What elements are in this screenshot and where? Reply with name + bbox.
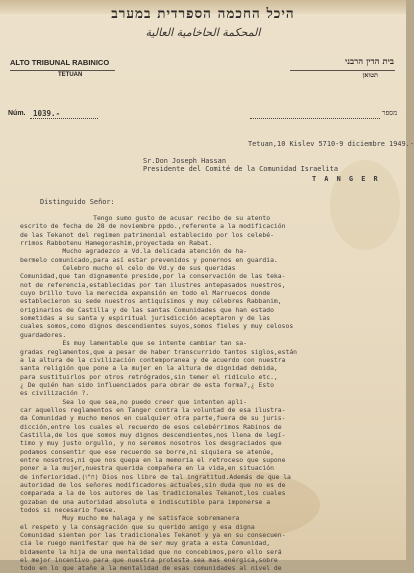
recipient-name: Sr.Don Joseph Hassan — [143, 157, 226, 165]
body-line: rrimos Rabbotenu Hamegorashim,proyectada en Rabat. — [20, 239, 213, 248]
body-line: podamos consentir que ese recuerdo se borre,ni siquiera se atenúe, — [20, 447, 274, 456]
body-line: de las Tekanot del regimen patrimonial establecido por los celebé- — [20, 230, 274, 239]
body-line: da Comunidad y mucho menos en cualquier otra parte,fuera de su juris- — [20, 414, 286, 423]
body-line: Celebro mucho el celo de Vd.y de sus queridas — [20, 264, 236, 273]
letterhead-arabic-title: المحكمة الحاخامية العالية — [145, 26, 261, 39]
letterhead-city-hebrew: תטואן — [362, 71, 378, 79]
body-line: es civilización ?. — [20, 389, 90, 398]
body-line: poner a la mujer,nuestra querida compañera en la vida,en situación — [20, 464, 274, 473]
letterhead-city: TETUAN — [58, 72, 83, 78]
body-line: a la altura de la civilización contemporanea y de acuerdo con nuestra — [20, 355, 286, 364]
mispar-dotted-line — [250, 118, 380, 119]
body-line: timo y muy justo orgullo, y no seremos nosotros los desgraciados que — [20, 439, 282, 448]
salutation: Distinguido Señor: — [40, 198, 115, 206]
body-line: car aquellos reglamentos en Tanger contra la voluntad de esa ilustra- — [20, 405, 286, 414]
body-line: ¿ De quién han sido influenciados para obrar de esta forma?,¿ Esto — [20, 380, 274, 389]
body-line: Castilla,de los que somos muy dignos descendientes,nos llena de legí- — [20, 430, 286, 439]
letterhead-court-hebrew: בית הדין הרבני — [345, 57, 394, 67]
number-dotted-line — [30, 118, 98, 119]
body-line: de inferioridad.(ח"ו) Dios nos libre de tal ingratitud.Además de que la — [20, 472, 291, 481]
body-line: el mejor incentivo para que nuestra protesta sea mas enérgica,sobre — [20, 556, 278, 565]
recipient-city: T A N G E R — [312, 175, 380, 183]
body-line: bermelo comunicado,para así estar prevenidos y ponernos en guardia. — [20, 255, 278, 264]
body-line: santa religión que pone a la mujer en la altura de dignidad debida, — [20, 364, 278, 373]
body-line: cuales somos,como dignos descendientes suyos,somos fieles y muy celosos — [20, 322, 294, 331]
body-line: cia le ruego manifestar que ha de ser muy grata a esta Comunidad, — [20, 539, 271, 548]
body-line: Mucho agradezco a Vd.la delicada atención de ha- — [20, 247, 248, 256]
letterhead-rule-left — [10, 70, 115, 71]
recipient-title: Presidente del Comité de la Comunidad Israelita — [143, 165, 338, 173]
body-line: not de referencia,establecidas por tan ilustres antepasados nuestros, — [20, 280, 286, 289]
body-line: cuyo brillo tuvo la merecida expansión en todo el Marruecos donde — [20, 289, 271, 298]
body-line: Comunidad sienten por las tradicionales Tekanot y ya en su consecuen- — [20, 531, 286, 540]
body-line: Tengo sumo gusto de acusar recibo de su atento — [20, 214, 271, 222]
body-line: sometidas a su santa y espiritual jurisdicción aceptaron y de las — [20, 314, 271, 323]
body-line: Sea lo que sea,no puedo creer que intenten apli- — [20, 397, 248, 406]
reference-number: 1039.- — [33, 109, 61, 118]
letterhead-tribunal: ALTO TRIBUNAL RABINICO — [10, 58, 110, 67]
letter-date: Tetuan,10 Kislev 5710-9 diciembre 1949.- — [248, 140, 414, 148]
body-line: gozaban de una autoridad absoluta e indiscutible para imponerse a — [20, 497, 271, 506]
body-line: dicción,entre los cuales el recuerdo de esos celebérrimos Rabinos de — [20, 422, 282, 431]
body-line: el respeto y la consagración que su querido amigo y esa digna — [20, 522, 255, 531]
body-line: escrito de fecha de 28 de noviembre ppdo.,referente a la modificación — [20, 222, 286, 231]
body-line: entre nosotros,ni que nos quepa en la memoria el retroceso que supone — [20, 455, 286, 464]
body-line: todo en lo que atañe a la mentalidad de esas comunidades al nivel de — [20, 564, 282, 573]
body-line: Comunidad,que tan dignamente preside,por la conservación de las teka- — [20, 272, 286, 281]
body-line: todos si necesario fuese. — [20, 506, 117, 515]
body-line: guardadores. — [20, 330, 67, 339]
number-label: Núm. — [8, 110, 26, 117]
body-line: autoridad de los señores modificadores actuales,sin duda que no es de — [20, 481, 286, 489]
letterhead-rule-right — [290, 70, 395, 71]
body-line: gradas reglamentos,que a pesar de haber transcurrido tantos siglos,están — [20, 347, 298, 356]
mispar-label: מספר — [382, 109, 398, 117]
body-line: comparada a la de los autores de las tradicionales Tekanot,los cuales — [20, 489, 286, 498]
body-line: originarios de Castilla y de las santas Comunidades que han estado — [20, 305, 274, 314]
body-line: bidamente la hija de una mentalidad que no concebimos,pero ello será — [20, 547, 282, 556]
body-line: Es muy lamentable que se intente cambiar tan sa- — [20, 339, 248, 348]
body-line: Muy mucho me halaga y me satisface sobremanera — [20, 514, 240, 523]
body-line: para sustituirlos por otros retrógrados,sin temer el ridículo etc., — [20, 372, 278, 381]
body-line: establecieron su sede nuestros antiquísimos y muy célebres Rabbanim, — [20, 297, 282, 306]
letterhead-hebrew-title: היכל החכמה הספרדית במערב — [111, 6, 295, 22]
letter-body — [20, 214, 406, 573]
